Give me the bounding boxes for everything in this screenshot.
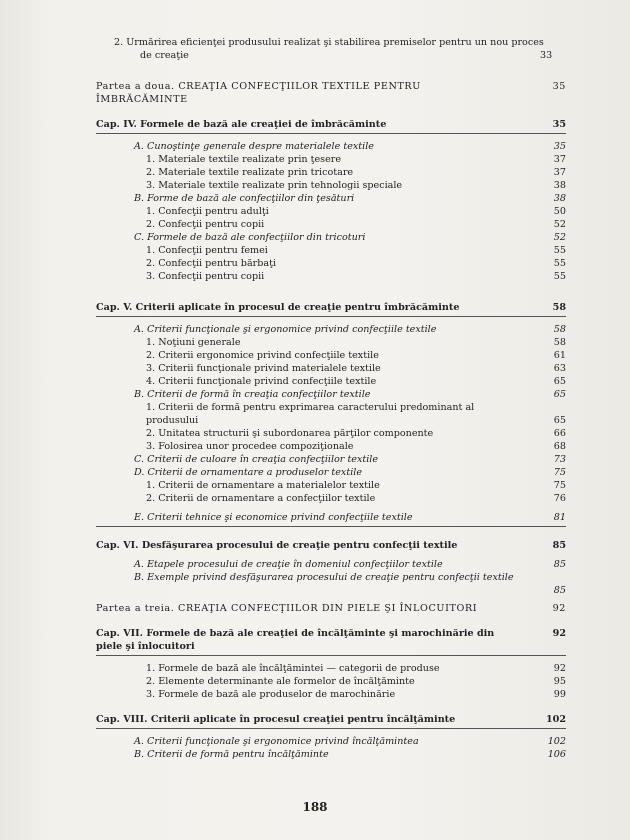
toc-subsection: 3. Formele de bază ale produselor de marochinărie 99 <box>146 689 566 700</box>
toc-entry: 2. Urmărirea eficienţei produsului realizat şi stabilirea premiselor pentru un nou proces de creaţie 33 <box>114 37 553 61</box>
toc-subsection: 2. Criterii ergonomice privind confecţiile textile 61 <box>146 350 566 361</box>
toc-subsection: 2. Criterii de ornamentare a confecţiilor textile 76 <box>146 493 566 504</box>
toc-subsection: 2. Materiale textile realizate prin tricotare 37 <box>146 167 566 178</box>
toc-section: A. Cunoştinţe generale despre materialele textile 35 <box>134 141 566 152</box>
toc-subsection: 1. Materiale textile realizate prin ţesere 37 <box>146 154 566 165</box>
toc-section: D. Criterii de ornamentare a produselor textile 75 <box>134 467 566 478</box>
toc-subsection: 3. Folosirea unor procedee compoziţionale 68 <box>146 441 566 452</box>
toc-chapter: Cap. IV. Formele de bază ale creaţiei de îmbrăcăminte 35 <box>96 119 566 130</box>
toc-subsection: 1. Formele de bază ale încălţămintei — categorii de produse 92 <box>146 663 566 674</box>
toc-section: A. Criterii funcţionale şi ergonomice privind încălţămintea 102 <box>134 736 566 747</box>
toc-subsection: 2. Confecţii pentru copii 52 <box>146 219 566 230</box>
toc-subsection: 3. Criterii funcţionale privind materialele textile 63 <box>146 363 566 374</box>
chapter-underline <box>96 655 566 656</box>
toc-chapter: Cap. VIII. Criterii aplicate în procesul creaţiei pentru încălţăminte 102 <box>96 714 566 725</box>
toc-subsection: 2. Unitatea structurii şi subordonarea părţilor componente 66 <box>146 428 566 439</box>
toc-section: B. Forme de bază ale confecţiilor din ţesături 38 <box>134 193 566 204</box>
toc-part-heading: Partea a doua. CREAŢIA CONFECŢIILOR TEXTILE PENTRU ÎMBRĂCĂMINTE 35 <box>96 81 566 105</box>
toc-section: A. Criterii funcţionale şi ergonomice privind confecţiile textile 58 <box>134 324 566 335</box>
toc-chapter: Cap. V. Criterii aplicate în procesul de creaţie pentru îmbrăcăminte 58 <box>96 302 566 313</box>
chapter-underline <box>96 728 566 729</box>
toc-subsection: 3. Confecţii pentru copii 55 <box>146 271 566 282</box>
toc-section: B. Exemple privind desfăşurarea procesului de creaţie pentru confecţii textile 85 <box>134 572 566 596</box>
toc-subsection: 1. Criterii de formă pentru exprimarea caracterului predominant al produsului 65 <box>146 402 566 426</box>
toc-section: C. Criterii de culoare în creaţia confecţiilor textile 73 <box>134 454 566 465</box>
section-underline <box>96 526 566 527</box>
page-number: 188 <box>302 800 328 814</box>
toc-section: A. Etapele procesului de creaţie în domeniul confecţiilor textile 85 <box>134 559 566 570</box>
toc-section: C. Formele de bază ale confecţiilor din tricoturi 52 <box>134 232 566 243</box>
toc-section: B. Criterii de formă în creaţia confecţiilor textile 65 <box>134 389 566 400</box>
toc-subsection: 1. Noţiuni generale 58 <box>146 337 566 348</box>
toc-subsection: 2. Confecţii pentru bărbaţi 55 <box>146 258 566 269</box>
toc-chapter: Cap. VII. Formele de bază ale creaţiei de încălţăminte şi marochinărie din piele şi înlocuitori 92 <box>96 628 566 652</box>
toc-subsection: 2. Elemente determinante ale formelor de încălţăminte 95 <box>146 676 566 687</box>
chapter-underline <box>96 133 566 134</box>
toc-subsection: 1. Confecţii pentru femei 55 <box>146 245 566 256</box>
toc-subsection: 3. Materiale textile realizate prin tehnologii speciale 38 <box>146 180 566 191</box>
toc-subsection: 4. Criterii funcţionale privind confecţiile textile 65 <box>146 376 566 387</box>
toc-part-heading: Partea a treia. CREAŢIA CONFECŢIILOR DIN PIELE ŞI ÎNLOCUITORI 92 <box>96 603 566 614</box>
toc-subsection: 1. Criterii de ornamentare a materialelor textile 75 <box>146 480 566 491</box>
toc-section: E. Criterii tehnice şi economice privind confecţiile textile 81 <box>134 512 566 523</box>
chapter-underline <box>96 316 566 317</box>
table-of-contents <box>96 36 566 761</box>
toc-chapter: Cap. VI. Desfăşurarea procesului de creaţie pentru confecţii textile 85 <box>96 540 566 551</box>
toc-section: B. Criterii de formă pentru încălţăminte 106 <box>134 749 566 760</box>
toc-subsection: 1. Confecţii pentru adulţi 50 <box>146 206 566 217</box>
